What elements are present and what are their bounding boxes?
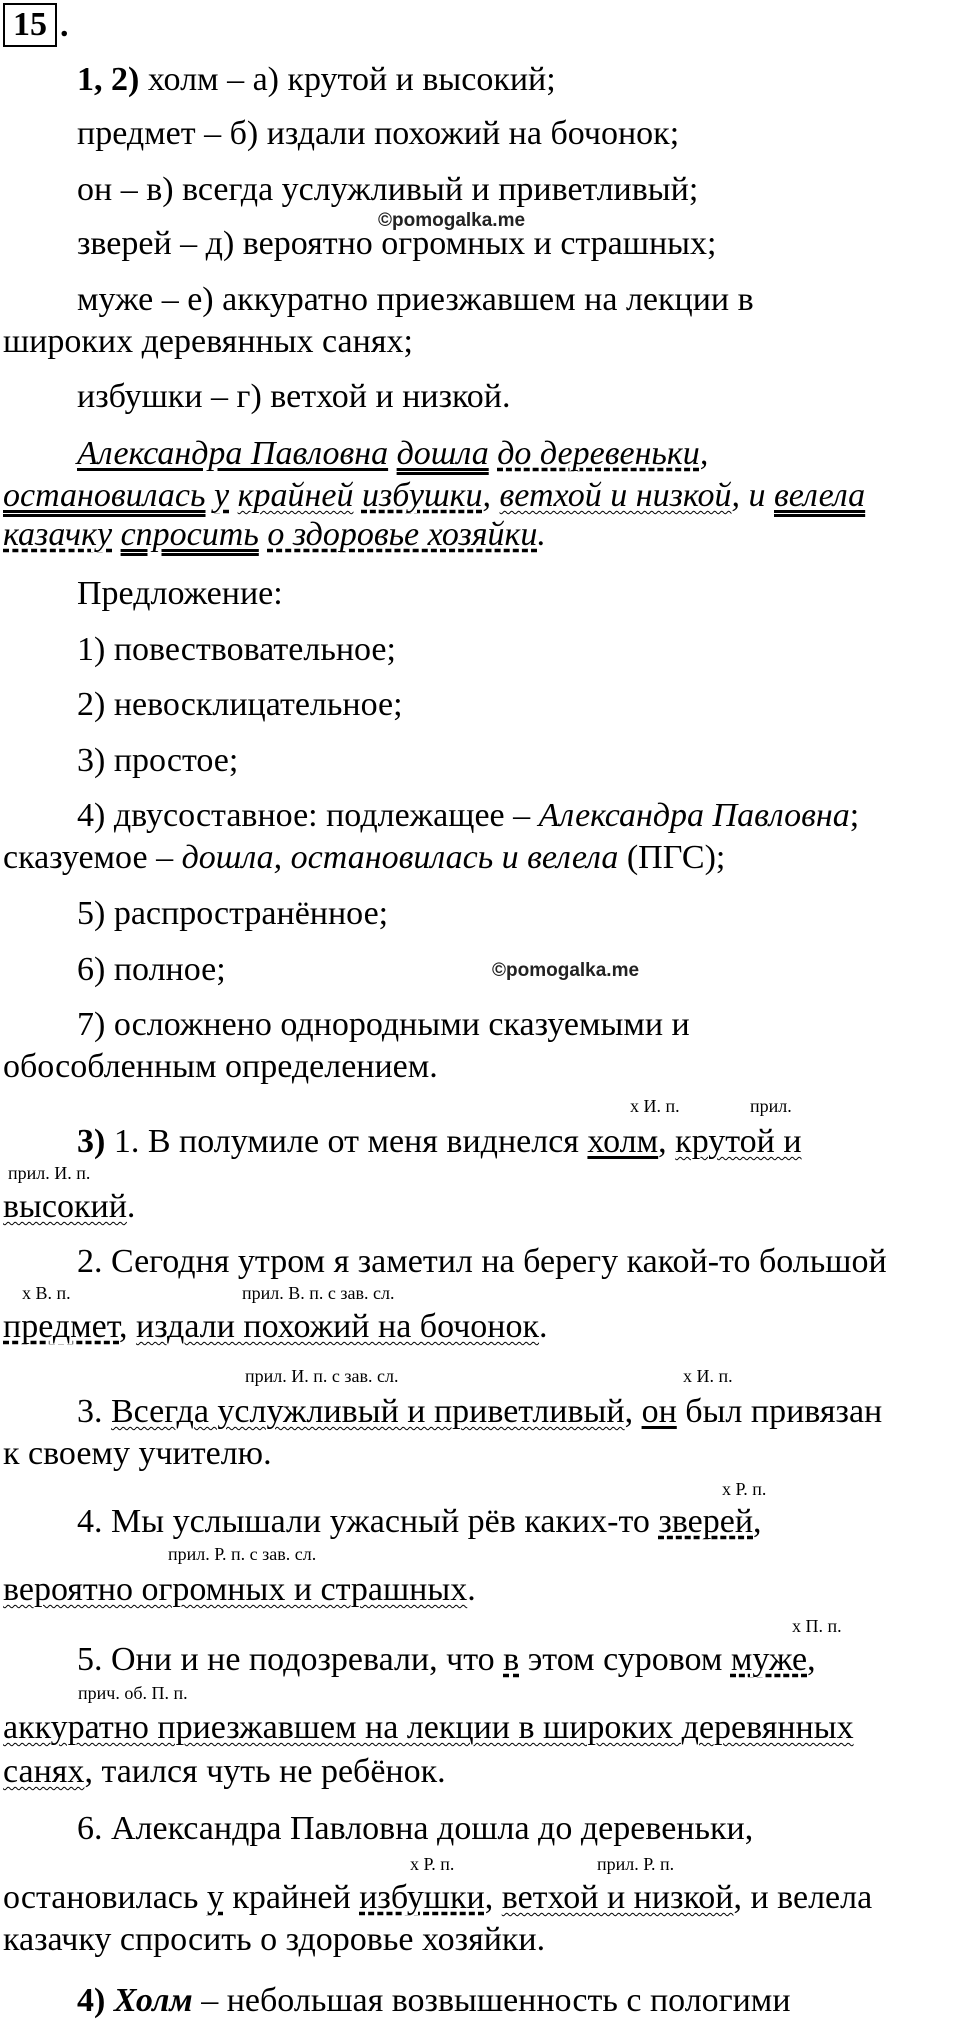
s1-line-2 — [3, 1185, 135, 1229]
pair-line-5: муже – е) аккуратно приезжавшем на лекции в — [77, 281, 754, 318]
s5-rest: , таился чуть не ребёнок. — [84, 1753, 446, 1790]
predicate-inf: спросить — [120, 516, 259, 553]
analysis-item-5: 5) распространённое; — [77, 895, 389, 932]
s6-attribute: ветхой и низкой — [501, 1879, 734, 1916]
s1-comma: , — [658, 1123, 667, 1160]
analysis-item-1: 1) повествовательное; — [77, 631, 396, 668]
annotation: прич. об. П. п. — [78, 1683, 188, 1703]
object-2: о здоровье хозяйки — [267, 516, 538, 553]
annotation: прил. Р. п. с зав. сл. — [168, 1544, 317, 1564]
and: , и — [731, 477, 766, 514]
annotation: x В. п. — [22, 1283, 71, 1303]
s3-line-2: к своему учителю. — [3, 1435, 272, 1472]
subject: Александра Павловна — [77, 435, 389, 472]
s5-participle-phrase: аккуратно приезжавшем на лекции в широких деревянных — [3, 1709, 854, 1746]
annotation: прил. В. п. с зав. сл. — [242, 1283, 395, 1303]
analysis-item-7-cont: обособленным определением. — [3, 1048, 438, 1085]
s5-line-2 — [3, 1706, 854, 1750]
pair-line-4: зверей – д) вероятно огромных и страшных; — [77, 225, 717, 262]
s4-line-1 — [77, 1500, 762, 1544]
s2-comma: , — [119, 1308, 128, 1345]
s2-attribute: издали похожий на бочонок — [136, 1308, 540, 1345]
item4-subject: Александра Павловна — [538, 797, 850, 834]
s4-dot: . — [467, 1571, 476, 1608]
s6-text: остановилась — [3, 1879, 207, 1916]
s4-attribute: вероятно огромных и страшных — [3, 1571, 468, 1608]
sentence-line-2 — [3, 474, 865, 518]
annotation: прил. — [750, 1096, 792, 1116]
analysis-item-7: 7) осложнено однородными сказуемыми и — [77, 1006, 690, 1043]
part3-label: 3) — [77, 1123, 106, 1160]
s6-text-b: крайней — [223, 1879, 360, 1916]
comma: , — [482, 477, 492, 514]
predicate-2: остановилась — [3, 477, 206, 514]
s1-attribute-cont: высокий — [3, 1188, 127, 1225]
predicate-3: велела — [774, 477, 866, 514]
annotation: x Р. п. — [410, 1854, 455, 1874]
period: . — [537, 516, 546, 553]
attribute-2: ветхой и низкой — [499, 477, 732, 514]
adverbial-1: до деревеньки — [497, 435, 700, 472]
part4-label: 4) — [77, 1982, 106, 2019]
s2-dot: . — [539, 1308, 548, 1345]
s2-line-1: 2. Сегодня утром я заметил на берегу какой-то большой — [77, 1243, 887, 1280]
part4-line — [77, 1979, 791, 2023]
s1-text: 1. В полумиле от меня виднелся — [105, 1123, 588, 1160]
item4-text-b: сказуемое – — [3, 839, 182, 876]
s5-comma: , — [807, 1641, 816, 1678]
s4-comma: , — [753, 1503, 762, 1540]
annotation: x И. п. — [630, 1096, 680, 1116]
comma: , — [699, 435, 709, 472]
s6-preposition: у — [206, 1879, 224, 1916]
s1-subject: холм — [587, 1123, 659, 1160]
analysis-item-4-cont — [3, 836, 725, 880]
item4-semi: ; — [849, 797, 860, 834]
analysis-header: Предложение: — [77, 575, 283, 612]
pair-line-2: предмет – б) издали похожий на бочонок; — [77, 115, 680, 152]
pair-line-5-cont: широких деревянных санях; — [3, 323, 413, 360]
s3-subject: он — [641, 1393, 677, 1430]
s6-line-3: казачку спросить о здоровье хозяйки. — [3, 1921, 546, 1958]
annotation: прил. И. п. — [8, 1163, 91, 1183]
part4-text: – небольшая возвышенность с пологими — [192, 1982, 791, 2019]
s5-line-1 — [77, 1638, 816, 1682]
s6-comma: , — [484, 1879, 502, 1916]
s3-rest: был привязан — [676, 1393, 883, 1430]
analysis-item-6: 6) полное; — [77, 951, 226, 988]
s3-attribute: Всегда услужливый и приветливый — [111, 1393, 625, 1430]
watermark: ©pomogalka.me — [492, 960, 640, 981]
attribute-1: крайней — [237, 477, 354, 514]
s1-attribute: крутой и — [675, 1123, 802, 1160]
annotation: прил. И. п. с зав. сл. — [245, 1366, 399, 1386]
annotation: x Р. п. — [722, 1479, 767, 1499]
watermark: ©pomogalka.me — [378, 210, 526, 231]
item4-text-c: (ПГС); — [618, 839, 726, 876]
s4-text: 4. Мы услышали ужасный рёв каких-то — [77, 1503, 659, 1540]
part4-word: Холм — [113, 1982, 193, 2019]
s1-dot: . — [126, 1188, 136, 1225]
s2-object: предмет — [3, 1308, 120, 1345]
analysis-item-2: 2) невосклицательное; — [77, 686, 403, 723]
s5-preposition: в — [503, 1641, 520, 1678]
pair-line-1 — [77, 58, 556, 102]
s1-line-1 — [77, 1120, 802, 1164]
annotation: x П. п. — [792, 1616, 842, 1636]
s5-line-3 — [3, 1750, 446, 1794]
item4-text: 4) двусоставное: подлежащее – — [77, 797, 539, 834]
s4-line-2 — [3, 1568, 476, 1612]
adverbial-2: избушки — [361, 477, 483, 514]
s5-text-b: этом суровом — [519, 1641, 731, 1678]
sentence-line-3 — [3, 513, 546, 557]
s6-adverbial: избушки — [359, 1879, 485, 1916]
pair-line-6: избушки – г) ветхой и низкой. — [77, 378, 511, 415]
annotation: прил. Р. п. — [597, 1854, 675, 1874]
s5-adverbial: муже — [730, 1641, 808, 1678]
preposition: у — [214, 477, 230, 514]
s3-num: 3. — [77, 1393, 111, 1430]
s6-line-1: 6. Александра Павловна дошла до деревеньки, — [77, 1810, 754, 1847]
item4-predicate: дошла, остановилась и велела — [181, 839, 619, 876]
s3-comma: , — [624, 1393, 642, 1430]
s2-line-2 — [3, 1305, 548, 1349]
object-1: казачку — [3, 516, 113, 553]
s6-line-2 — [3, 1876, 872, 1920]
task-number-dot: . — [60, 7, 69, 44]
predicate-1: дошла — [396, 435, 489, 472]
analysis-item-4 — [77, 794, 859, 838]
s5-participle-phrase-end: санях — [3, 1753, 85, 1790]
part12-label: 1, 2) — [77, 61, 140, 98]
pair-text: холм – а) крутой и высокий; — [147, 61, 556, 98]
pair-line-3: он – в) всегда услужливый и приветливый; — [77, 171, 699, 208]
s6-text-c: , и велела — [733, 1879, 873, 1916]
s3-line-1 — [77, 1390, 882, 1434]
analysis-item-3: 3) простое; — [77, 742, 239, 779]
annotation: x И. п. — [683, 1366, 733, 1386]
sentence-line-1 — [77, 432, 708, 476]
s4-object: зверей — [658, 1503, 754, 1540]
task-number-box: 15 — [3, 3, 57, 47]
s5-text: 5. Они и не подозревали, что — [77, 1641, 504, 1678]
